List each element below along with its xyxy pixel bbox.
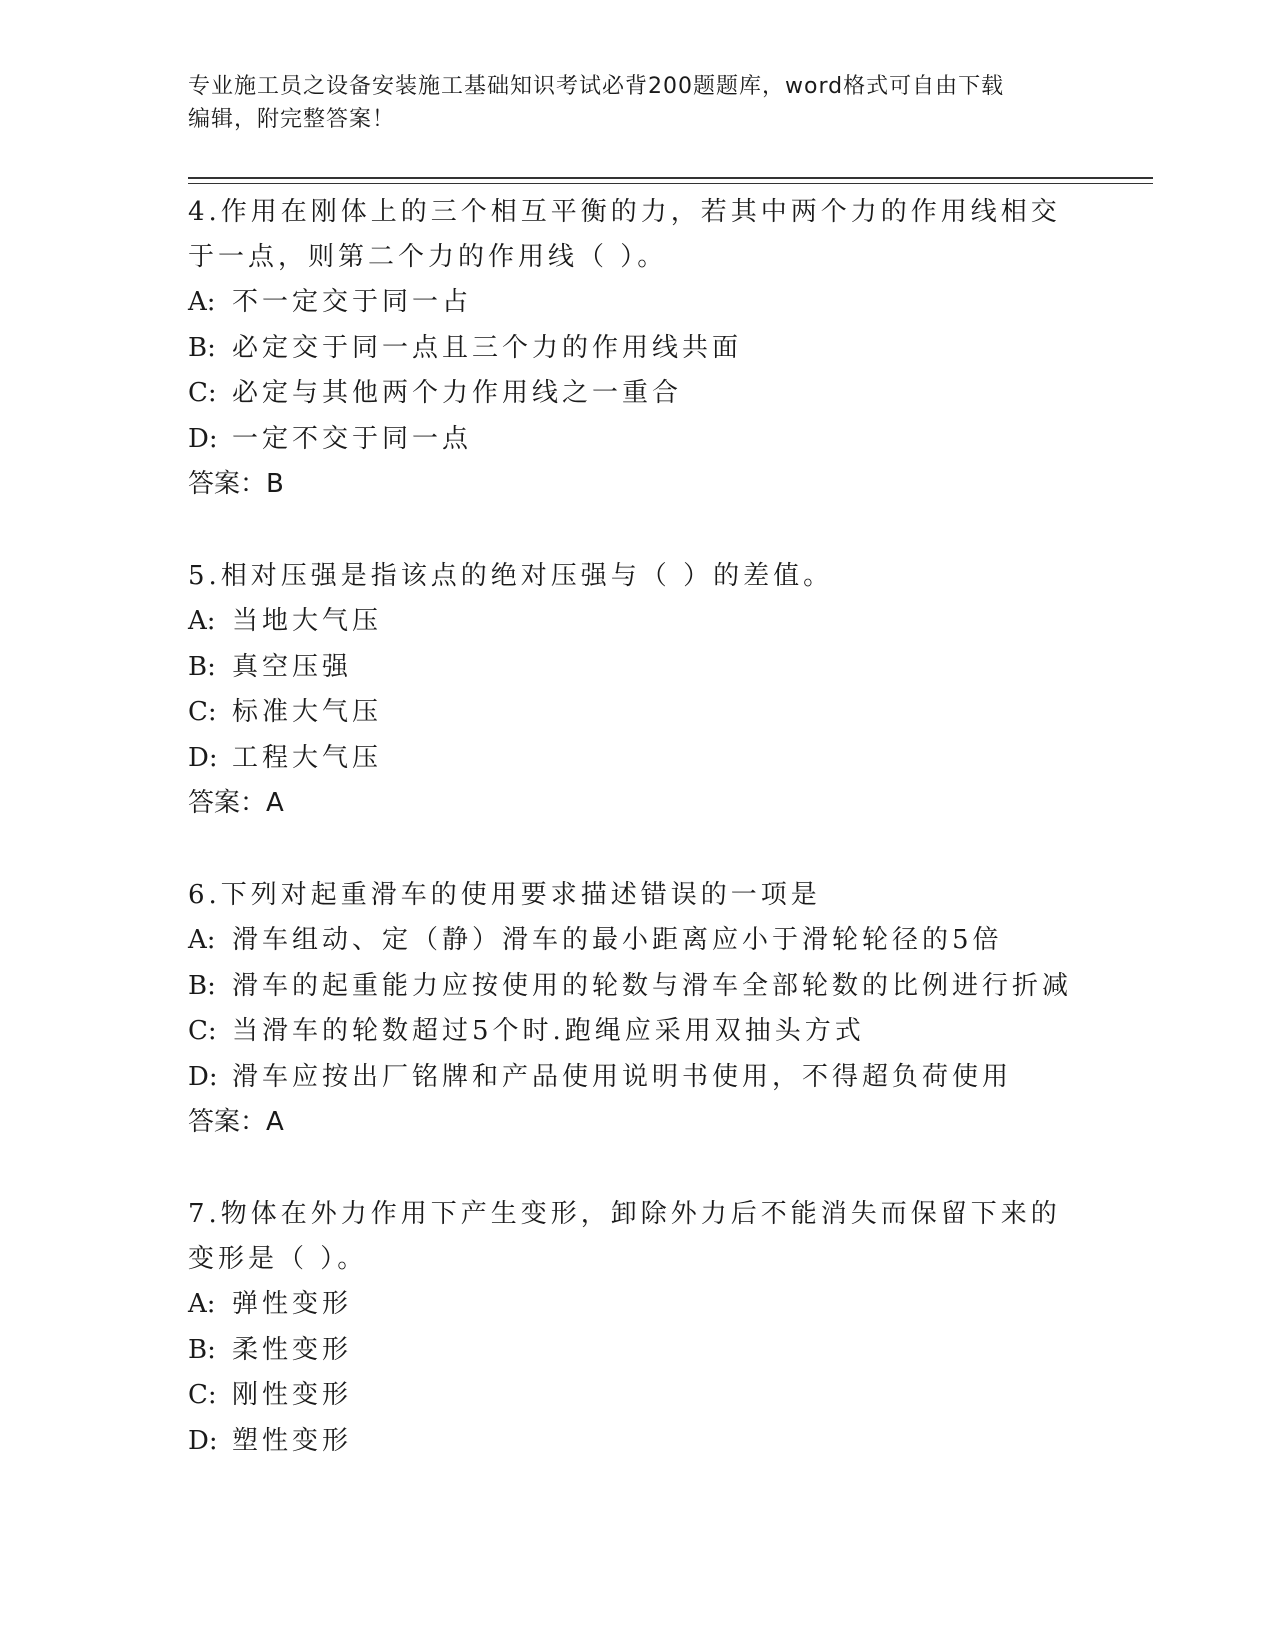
question-6 [188,873,1088,1145]
option-letter: C: [188,697,217,727]
question-text: 5.相对压强是指该点的绝对压强与（ ）的差值。 [188,561,834,591]
option-letter: C: [188,378,217,408]
option-text: 必定与其他两个力作用线之一重合 [232,378,683,408]
option-a [188,1282,1088,1328]
option-c [188,1009,1088,1055]
answer-line: 答案：A [188,1107,284,1137]
option-text: 滑车应按出厂铭牌和产品使用说明书使用，不得超负荷使用 [232,1061,1013,1092]
question-list [188,190,1088,1511]
option-text: 标准大气压 [232,697,383,727]
option-letter: A: [188,1289,216,1319]
option-a [188,280,1088,326]
header-divider-thin [188,183,1153,184]
option-text: 刚性变形 [232,1380,353,1410]
option-d [188,417,1088,463]
option-text: 必定交于同一点且三个力的作用线共面 [232,332,743,363]
option-letter: B: [188,1334,216,1365]
option-text: 弹性变形 [232,1289,353,1319]
option-d [188,1419,1088,1465]
question-4 [188,190,1088,507]
option-letter: B: [188,970,216,1001]
option-text: 塑性变形 [232,1425,353,1456]
option-letter: B: [188,651,216,682]
option-c [188,371,1088,417]
option-letter: A: [188,606,216,636]
option-letter: D: [188,1061,218,1092]
option-text: 不一定交于同一占 [232,287,473,317]
option-text: 滑车的起重能力应按使用的轮数与滑车全部轮数的比例进行折减 [232,970,1073,1001]
option-letter: A: [188,287,216,317]
question-7 [188,1192,1088,1464]
option-letter: D: [188,742,218,773]
option-d [188,736,1088,782]
option-a [188,918,1088,964]
option-letter: B: [188,332,216,363]
option-text: 滑车组动、定（静）滑车的最小距离应小于滑轮轮径的5倍 [232,925,1003,955]
option-letter: C: [188,1016,217,1046]
option-b [188,326,1088,372]
document-header [188,70,1068,136]
answer-line: 答案：B [188,469,284,499]
answer-line: 答案：A [188,788,284,818]
option-letter: D: [188,423,218,454]
question-5 [188,554,1088,826]
option-c [188,690,1088,736]
option-text: 工程大气压 [232,742,383,773]
option-a [188,599,1088,645]
option-text: 当滑车的轮数超过5个时.跑绳应采用双抽头方式 [232,1016,865,1046]
option-text: 一定不交于同一点 [232,423,473,454]
question-text: 4.作用在刚体上的三个相互平衡的力，若其中两个力的作用线相交于一点，则第二个力的作用线（ ）。 [188,197,1061,272]
question-text: 6.下列对起重滑车的使用要求描述错误的一项是 [188,880,821,910]
option-b [188,645,1088,691]
option-c [188,1373,1088,1419]
option-letter: A: [188,925,216,955]
option-text: 真空压强 [232,651,353,682]
question-text: 7.物体在外力作用下产生变形，卸除外力后不能消失而保留下来的变形是（ ）。 [188,1199,1061,1274]
option-letter: D: [188,1425,218,1456]
option-b [188,1328,1088,1374]
option-text: 柔性变形 [232,1334,353,1365]
option-d [188,1055,1088,1101]
option-letter: C: [188,1380,217,1410]
header-line-1: 专业施工员之设备安装施工基础知识考试必背200题题库，word格式可自由下载 [188,74,1005,99]
option-text: 当地大气压 [232,606,383,636]
header-divider-thick [188,177,1153,179]
header-line-2: 编辑，附完整答案！ [188,107,396,132]
option-b [188,964,1088,1010]
